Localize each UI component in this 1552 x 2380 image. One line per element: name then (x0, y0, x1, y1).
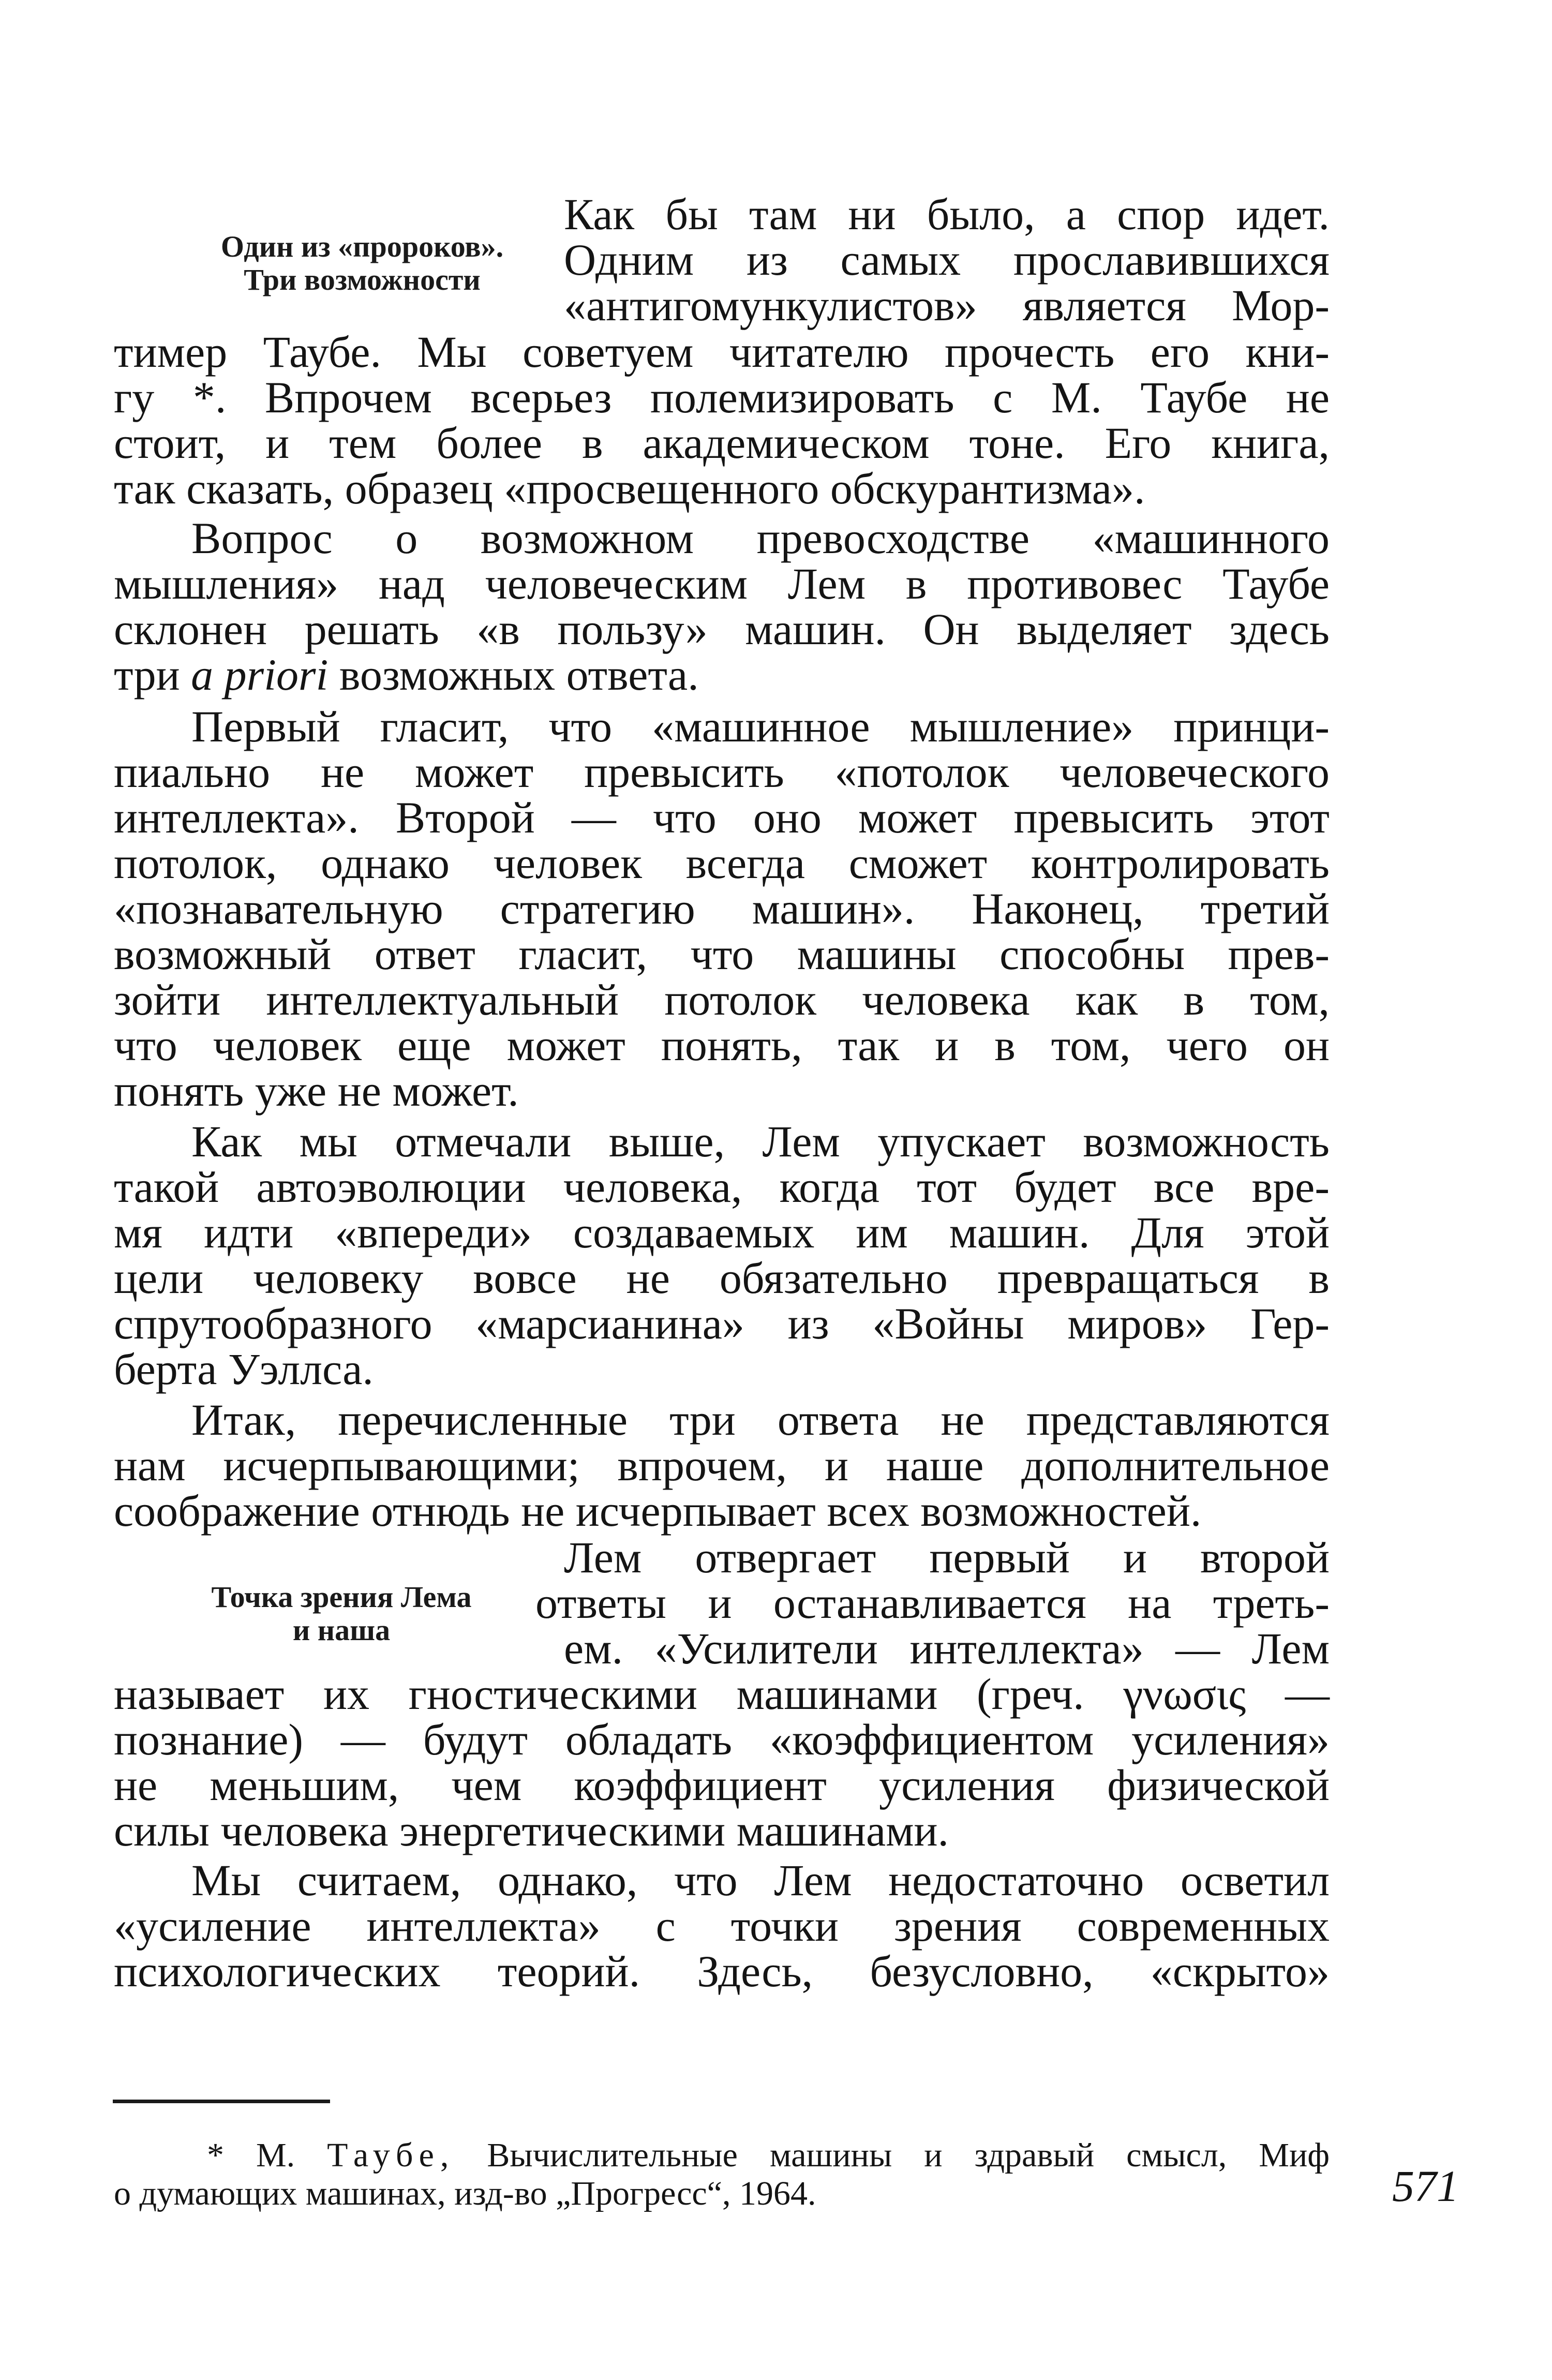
text-line: соображение отнюдь не исчерпывает всех возможностей. (114, 1486, 1202, 1536)
text-line: Одним из самых прославившихся (564, 235, 1330, 285)
sidenote-lem-view (160, 1581, 523, 1647)
text-line: ответы и останавливается на треть- (535, 1578, 1330, 1628)
sidenote-line: Один из «пророков». (220, 230, 504, 263)
text-line: познание) — будут обладать «коэффициентом усиления» (114, 1715, 1330, 1764)
text-line: «познавательную стратегию машин». Наконец, третий (114, 884, 1330, 933)
text-line: тимер Таубе. Мы советуем читателю прочесть его кни- (114, 327, 1330, 377)
text-line: стоит, и тем более в академическом тоне. Его книга, (114, 418, 1330, 468)
footnote-line (207, 2137, 1330, 2174)
text-line: Мы считаем, однако, что Лем недостаточно осветил (191, 1855, 1330, 1905)
text-line: Первый гласит, что «машинное мышление» принци- (191, 702, 1330, 751)
text-line: «усиление интеллекта» с точки зрения современных (114, 1901, 1330, 1951)
text-line: потолок, однако человек всегда сможет контролировать (114, 838, 1330, 888)
footnote-title: Вычислительные машины и здравый смысл, Миф (487, 2136, 1330, 2174)
text-line: называет их гностическими машинами (греч. γνωσις — (114, 1669, 1330, 1719)
sidenote-line: Три возможности (244, 263, 481, 296)
text-line: нам исчерпывающими; впрочем, и наше дополнительное (114, 1440, 1330, 1490)
text-line: не меньшим, чем коэффициент усиления физической (114, 1760, 1330, 1810)
text-line: возможный ответ гласит, что машины способны прев- (114, 929, 1330, 979)
text-line: что человек еще может понять, так и в том, чего он (114, 1020, 1330, 1070)
text-line: мя идти «впереди» создаваемых им машин. Для этой (114, 1208, 1330, 1257)
text-fragment: возможных ответа. (339, 650, 699, 700)
text-line: спрутообразного «марсианина» из «Войны миров» Гер- (114, 1299, 1330, 1348)
text-line: так сказать, образец «просвещенного обскурантизма». (114, 464, 1145, 513)
footnote-rule (113, 2100, 330, 2103)
text-line: пиально не может превысить «потолок человеческого (114, 747, 1330, 797)
text-line: Вопрос о возможном превосходстве «машинного (191, 513, 1330, 563)
text-line: Итак, перечисленные три ответа не представляются (191, 1395, 1330, 1445)
text-line: психологических теорий. Здесь, безусловно, «скрыто» (114, 1946, 1330, 1996)
text-line: Как мы отмечали выше, Лем упускает возможность (191, 1117, 1330, 1166)
text-line: мышления» над человеческим Лем в противовес Таубе (114, 559, 1330, 608)
footnote-marker: * М. (207, 2136, 295, 2174)
text-line: Как бы там ни было, а спор идет. (564, 189, 1330, 239)
text-line: цели человеку вовсе не обязательно превращаться в (114, 1253, 1330, 1303)
text-line: понять уже не может. (114, 1066, 519, 1115)
latin-term: a priori (191, 650, 329, 700)
text-line: склонен решать «в пользу» машин. Он выделяет здесь (114, 604, 1330, 654)
text-fragment: три (114, 650, 180, 700)
text-line: интеллекта». Второй — что оно может превысить этот (114, 793, 1330, 842)
text-line: берта Уэллса. (114, 1344, 374, 1394)
text-line: «антигомункулистов» является Мор- (564, 280, 1330, 330)
sidenote-line: Точка зрения Лема (211, 1580, 472, 1614)
text-line-mixed (114, 650, 1330, 700)
text-line: такой автоэволюции человека, когда тот будет все вре- (114, 1162, 1330, 1212)
sidenote-line: и наша (292, 1613, 391, 1647)
footnote-line: о думающих машинах, изд-во „Прогресс“, 1964. (114, 2175, 816, 2212)
text-line: силы человека энергетическими машинами. (114, 1806, 949, 1855)
text-line: Лем отвергает первый и второй (564, 1533, 1330, 1582)
sidenote-prophets (171, 230, 554, 296)
text-line: гу *. Впрочем всерьез полемизировать с М. Таубе не (114, 373, 1330, 422)
page-number: 571 (1392, 2161, 1459, 2211)
footnote-author: Таубе, (327, 2136, 455, 2174)
text-line: зойти интеллектуальный потолок человека как в том, (114, 975, 1330, 1024)
text-line: ем. «Усилители интеллекта» — Лем (564, 1624, 1330, 1673)
